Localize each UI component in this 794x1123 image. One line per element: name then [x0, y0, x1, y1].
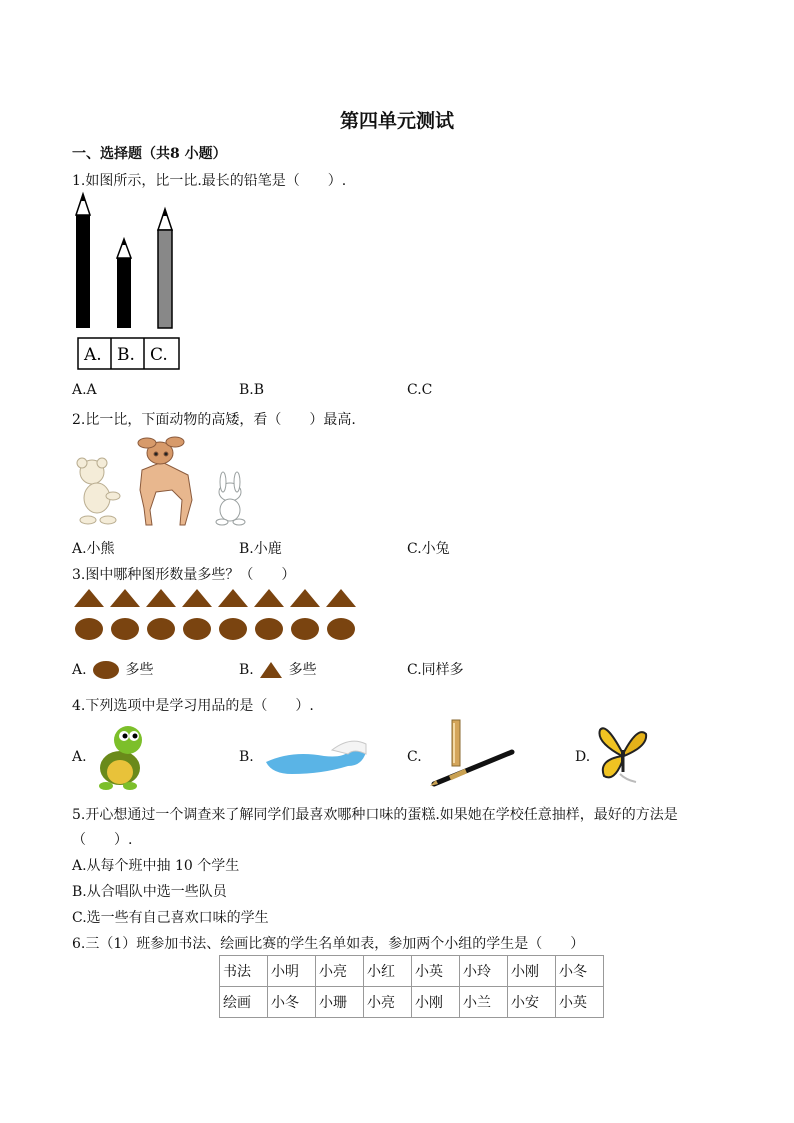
- q4-option-b[interactable]: B.: [239, 749, 254, 765]
- deer-picture: [138, 437, 192, 525]
- table-cell: 小亮: [364, 987, 412, 1018]
- table-cell: 小英: [412, 956, 460, 987]
- triangle-shape: [74, 589, 104, 607]
- triangle-shape: [182, 589, 212, 607]
- circle-shape: [255, 618, 283, 640]
- circle-shape: [219, 618, 247, 640]
- q1-option-b[interactable]: B.B: [239, 382, 265, 398]
- table-cell: 书法: [220, 956, 268, 987]
- table-cell: 小红: [364, 956, 412, 987]
- question-6-text: 6.三（1）班参加书法、绘画比赛的学生名单如表，参加两个小组的学生是（ ）: [72, 936, 585, 952]
- q3-option-b-suffix: 多些: [288, 662, 317, 678]
- pencil-a: [76, 194, 90, 328]
- table-cell: 小刚: [508, 956, 556, 987]
- table-cell: 小兰: [460, 987, 508, 1018]
- bear-picture: [77, 458, 120, 524]
- triangle-shape: [146, 589, 176, 607]
- q5-option-b[interactable]: B.从合唱队中选一些队员: [72, 884, 227, 900]
- circle-shape: [111, 618, 139, 640]
- question-5-text-line2: （ ）.: [72, 832, 133, 848]
- butterfly-icon: [596, 722, 650, 786]
- triangle-shape: [254, 589, 284, 607]
- page-title: 第四单元测试: [339, 110, 454, 132]
- circle-shape: [75, 618, 103, 640]
- circle-shape-icon: [91, 660, 121, 680]
- q3-option-a[interactable]: [72, 659, 153, 680]
- circle-shape: [147, 618, 175, 640]
- question-4-text: 4.下列选项中是学习用品的是（ ）.: [72, 698, 314, 714]
- table-cell: 小冬: [268, 987, 316, 1018]
- animals-figure: [72, 430, 258, 530]
- q4-option-a[interactable]: A.: [72, 749, 87, 765]
- q2-option-b[interactable]: B.小鹿: [239, 541, 282, 557]
- q1-option-c[interactable]: C.C: [407, 382, 433, 398]
- q3-option-b-prefix: B.: [239, 662, 254, 678]
- table-cell: 小珊: [316, 987, 364, 1018]
- triangle-shape: [110, 589, 140, 607]
- circle-shape: [327, 618, 355, 640]
- pencils-figure: [72, 190, 182, 375]
- table-cell: 小玲: [460, 956, 508, 987]
- question-2-text: 2.比一比，下面动物的高矮，看（ ）最高.: [72, 412, 356, 428]
- question-3-text: 3.图中哪种图形数量多些？（ ）: [72, 567, 296, 583]
- turtle-toy-icon: [90, 720, 150, 792]
- section-heading: 一、选择题（共8 小题）: [72, 146, 227, 162]
- pencil-label-c: C.: [150, 345, 168, 365]
- q2-option-a[interactable]: A.小熊: [72, 541, 115, 557]
- table-cell: 小冬: [556, 956, 604, 987]
- question-5-text-line1: 5.开心想通过一个调查来了解同学们最喜欢哪种口味的蛋糕.如果她在学校任意抽样，最好的方法是: [72, 807, 678, 823]
- rabbit-picture: [216, 472, 245, 525]
- q1-option-a[interactable]: A.A: [72, 382, 97, 398]
- triangle-shape: [290, 589, 320, 607]
- table-row: [220, 987, 604, 1018]
- shapes-figure: [72, 586, 358, 644]
- table-cell: 小安: [508, 987, 556, 1018]
- q4-option-d[interactable]: D.: [575, 749, 591, 765]
- table-cell: 小英: [556, 987, 604, 1018]
- table-cell: 小亮: [316, 956, 364, 987]
- circle-shape: [183, 618, 211, 640]
- pencil-label-b: B.: [117, 345, 135, 365]
- triangle-shape: [326, 589, 356, 607]
- circle-shape: [291, 618, 319, 640]
- table-row: [220, 956, 604, 987]
- fountain-pen-icon: [428, 718, 518, 788]
- q5-option-c[interactable]: C.选一些有自己喜欢口味的学生: [72, 910, 269, 926]
- cap-icon: [262, 732, 370, 778]
- question-1-text: 1.如图所示，比一比.最长的铅笔是（ ）.: [72, 173, 347, 189]
- q3-option-a-suffix: 多些: [125, 662, 154, 678]
- q2-option-c[interactable]: C.小兔: [407, 541, 450, 557]
- table-cell: 小明: [268, 956, 316, 987]
- contest-table: [219, 955, 604, 1018]
- q3-option-a-prefix: A.: [72, 662, 87, 678]
- pencil-b: [117, 239, 131, 328]
- q5-option-a[interactable]: A.从每个班中抽 10 个学生: [72, 858, 240, 874]
- pencil-label-a: A.: [84, 345, 102, 365]
- q3-option-b[interactable]: [239, 659, 317, 680]
- triangle-shape: [218, 589, 248, 607]
- pencil-c: [158, 209, 172, 328]
- q4-option-c[interactable]: C.: [407, 749, 422, 765]
- table-cell: 小刚: [412, 987, 460, 1018]
- triangle-shape-icon: [258, 660, 284, 680]
- q3-option-c[interactable]: C.同样多: [407, 662, 464, 678]
- table-cell: 绘画: [220, 987, 268, 1018]
